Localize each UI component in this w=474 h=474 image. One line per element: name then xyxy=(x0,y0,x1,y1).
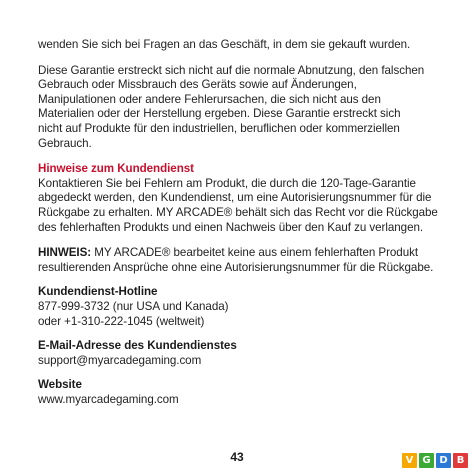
hotline-number: 877-999-3732 (nur USA und Kanada) xyxy=(38,299,229,313)
website-section xyxy=(38,378,448,407)
warranty-exclusion-paragraph xyxy=(38,64,448,152)
warranty-line: Materialien oder der Herstellung ergeben. Diese Garantie erstreckt sich xyxy=(38,107,401,121)
service-line: Kontaktieren Sie bei Fehlern am Produkt, die durch die 120-Tage-Garantie xyxy=(38,176,416,190)
service-section xyxy=(38,162,448,235)
watermark-tile: D xyxy=(436,453,451,468)
warranty-line: Gebrauch. xyxy=(38,136,92,150)
service-heading: Hinweise zum Kundendienst xyxy=(38,162,194,176)
email-address: support@myarcadegaming.com xyxy=(38,353,202,367)
spacer xyxy=(38,53,448,64)
note-section xyxy=(38,246,448,275)
spacer xyxy=(38,275,448,285)
service-line: abgedeckt werden, den Kundendienst, um eine Autorisierungsnummer für die xyxy=(38,191,432,205)
note-line xyxy=(38,246,448,261)
hotline-heading: Kundendienst-Hotline xyxy=(38,285,158,299)
warranty-line: Manipulationen oder andere Fehlerursachen, die sich nicht aus den xyxy=(38,92,381,106)
note-line: resultierenden Ansprüche ohne eine Autorisierungsnummer für die Rückgabe. xyxy=(38,260,434,274)
warranty-line: Diese Garantie erstreckt sich nicht auf die normale Abnutzung, den falschen xyxy=(38,63,425,77)
hotline-section xyxy=(38,285,448,329)
watermark-tile: V xyxy=(402,453,417,468)
website-url: www.myarcadegaming.com xyxy=(38,392,179,406)
service-line: des fehlerhaften Produkts und einen Nachweis über den Kauf zu verlangen. xyxy=(38,220,424,234)
page-number: 43 xyxy=(230,450,244,464)
watermark-tile: B xyxy=(453,453,468,468)
hotline-number: oder +1-310-222-1045 (weltweit) xyxy=(38,314,205,328)
manual-page xyxy=(38,38,448,407)
spacer xyxy=(38,151,448,162)
intro-line: wenden Sie sich bei Fragen an das Geschäft, in dem sie gekauft wurden. xyxy=(38,38,411,51)
warranty-line: Gebrauch oder Missbrauch des Geräts sowie auf Änderungen, xyxy=(38,78,357,92)
watermark-tile: G xyxy=(419,453,434,468)
service-line: Rückgabe zu erhalten. MY ARCADE® behält sich das Recht vor die Rückgabe xyxy=(38,205,438,219)
email-section xyxy=(38,339,448,368)
spacer xyxy=(38,368,448,378)
website-heading: Website xyxy=(38,378,82,392)
email-heading: E-Mail-Adresse des Kundendienstes xyxy=(38,339,237,353)
note-label: HINWEIS: xyxy=(38,246,92,260)
spacer xyxy=(38,235,448,246)
spacer xyxy=(38,329,448,339)
watermark-logo xyxy=(402,453,468,468)
warranty-line: nicht auf Produkte für den industriellen, beruflichen oder kommerziellen xyxy=(38,121,400,135)
note-text: MY ARCADE® bearbeitet keine aus einem fehlerhaften Produkt xyxy=(91,246,419,260)
